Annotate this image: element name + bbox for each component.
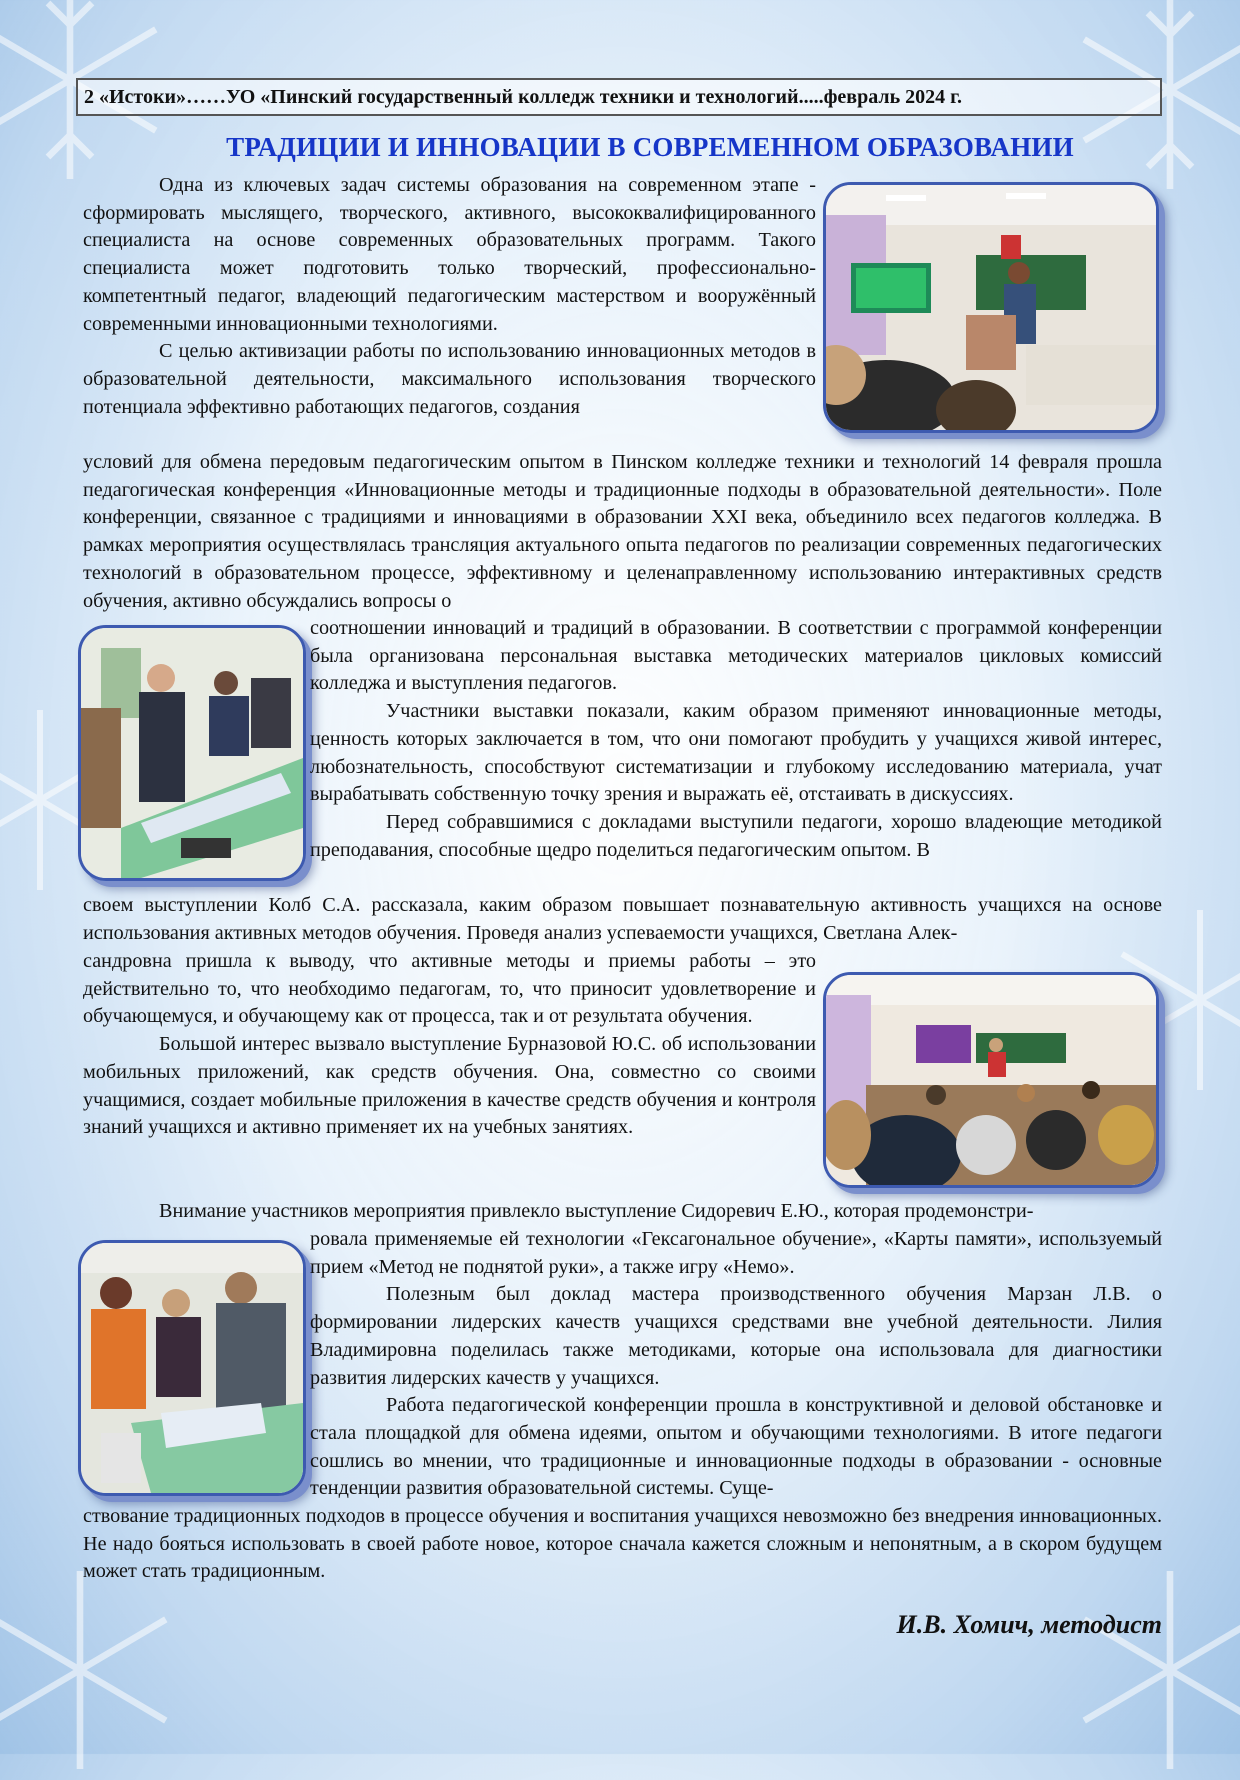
- photo-presenter-at-screen: [823, 182, 1159, 433]
- paragraph: ровала применяемые ей технологии «Гексагональное обучение», «Карты памяти», используемый прием «Метод не поднятой руки», а также игру «Немо».: [310, 1228, 1162, 1278]
- paragraph: Большой интерес вызвало выступление Бурназовой Ю.С. об использовании мобильных приложений, как средств обучения. Она, совместно со своими учащимися, создает мобильные приложения в качестве средств обучения и контроля знаний учащихся и активно применяет их на учебных занятиях.: [83, 1033, 816, 1139]
- photo-conference-audience: [823, 972, 1159, 1188]
- photo-exhibition-visitors: [78, 625, 306, 881]
- article-text-block-7: [310, 1226, 1162, 1503]
- photo-exhibition-discussion: [78, 1240, 306, 1496]
- paragraph: условий для обмена передовым педагогическим опытом в Пинском колледже техники и технологий 14 февраля прошла педагогическая конференция «Инновационные методы и традиционные подходы в образовательной деятельности». Поле конференции, связанное с традициями и инновациями в образовании XXI века, объединило всех педагогов колледжа. В рамках мероприятия осуществлялась трансляция актуального опыта педагогов по реализации современных педагогических технологий в образовательном процессе, эффективному и целенаправленному использованию интерактивных средств обучения, активно обсуждались вопросы о: [83, 451, 1162, 612]
- paragraph: Участники выставки показали, каким образом применяют инновационные методы, ценность которых заключается в том, что они помогают пробудить у учащихся живой интерес, любознательность, способствуют систематизации и глубокому исследованию материала, учат вырабатывать собственную точку зрения и выражать её, отстаивать в дискуссиях.: [310, 700, 1162, 806]
- article-text-block-3: [310, 615, 1162, 864]
- article-text-block-2: [83, 449, 1162, 615]
- running-header: 2 «Истоки»……УО «Пинский государственный колледж техники и технологий.....февраль 2024 г.: [76, 78, 1162, 116]
- paragraph: сандровна пришла к выводу, что активные методы и приемы работы – это действительно то, что необходимо педагогам, то, что приносит удовлетворение и обучающемуся, и обучающему как от процесса, так и от результата обучения.: [83, 950, 816, 1028]
- paragraph: Внимание участников мероприятия привлекло выступление Сидоревич Е.Ю., которая продемонстри-: [159, 1200, 1034, 1222]
- paragraph: ствование традиционных подходов в процессе обучения и воспитания учащихся невозможно без внедрения инновационных. Не надо бояться использовать в своей работе новое, которое сначала кажется сложным и непонятным, а в скором будущем может стать традиционным.: [83, 1505, 1162, 1583]
- article-text-block-1: [83, 172, 816, 421]
- article-text-block-4: [83, 892, 1162, 947]
- paragraph: Работа педагогической конференции прошла в конструктивной и деловой обстановке и стала площадкой для обмена идеями, опытом и обучающими технологиями. В итоге педагоги сошлись во мнении, что традиционные и инновационные подходы в образовании - основные тенденции развития образовательной системы. Суще-: [310, 1394, 1162, 1500]
- paragraph: своем выступлении Колб С.А. рассказала, каким образом повышает познавательную активность учащихся на основе использования активных методов обучения. Проведя анализ успеваемости учащихся, Светлана Алек-: [83, 894, 1162, 944]
- paragraph: Полезным был доклад мастера производственного обучения Марзан Л.В. о формировании лидерских качеств учащихся средствами вне учебной деятельности. Лилия Владимировна поделилась также методиками, которые она использовала для диагностики развития лидерских качеств у учащихся.: [310, 1283, 1162, 1389]
- article-text-block-5: [83, 948, 816, 1142]
- paragraph: С целью активизации работы по использованию инновационных методов в образовательной деятельности, максимального использования творческого потенциала эффективно работающих педагогов, создания: [83, 340, 816, 418]
- paragraph: соотношении инноваций и традиций в образовании. В соответствии с программой конференции была организована персональная выставка методических материалов цикловых комиссий колледжа и выступления педагогов.: [310, 617, 1162, 695]
- paragraph: Перед собравшимися с докладами выступили педагоги, хорошо владеющие методикой преподавания, способные щедро поделиться педагогическим опытом. В: [310, 810, 1162, 861]
- paragraph: Одна из ключевых задач системы образования на современном этапе - сформировать мыслящего, творческого, активного, высококвалифицированного специалиста на основе современных образовательных программ. Такого специалиста может подготовить только творческий, профессионально-компетентный педагог, владеющий педагогическим мастерством и вооружённый современными инновационными технологиями.: [83, 174, 816, 335]
- article-text-block-6: [83, 1198, 1162, 1226]
- author-signature: И.В. Хомич, методист: [896, 1610, 1162, 1639]
- article-text-block-8: [83, 1503, 1162, 1586]
- article-title: ТРАДИЦИИ И ИННОВАЦИИ В СОВРЕМЕННОМ ОБРАЗОВАНИИ: [226, 132, 1074, 162]
